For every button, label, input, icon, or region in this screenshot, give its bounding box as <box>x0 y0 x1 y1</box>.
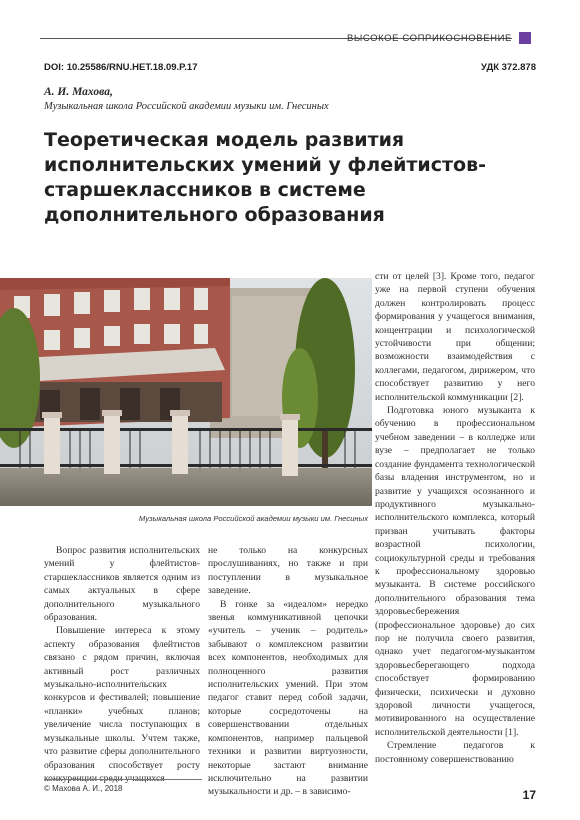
paragraph: не только на конкурсных прослушиваниях, но также и при поступлении в музыкальное заведение. <box>208 545 368 597</box>
page-number: 17 <box>522 788 536 802</box>
paragraph: Вопрос развития исполнительских умений у флейтистов-старшеклассников является одним из самых актуальных в сфере дополнительного музыкального образования. <box>44 545 200 624</box>
section-color-marker <box>519 32 531 44</box>
author-name: А. И. Махова, <box>44 86 113 98</box>
doi-label: DOI: 10.25586/RNU.HET.18.09.P.17 <box>44 62 198 73</box>
text-column-2 <box>208 544 368 799</box>
school-building-photo <box>0 278 372 506</box>
text-column-1 <box>44 544 200 785</box>
author-affiliation: Музыкальная школа Российской академии музыки им. Гнесиных <box>44 101 329 112</box>
text-column-3 <box>375 270 535 766</box>
paragraph: сти от целей [3]. Кроме того, педагог уже на первой ступени обучения должен контролировать процесс формирования у учащегося внимания, концентрации и психологической устойчивости при общении; возможности взаимодействия с коллегами, педагогом, дирижером, что способствует развитию у него исполнительской коммуникации [2]. <box>375 271 535 403</box>
paragraph: Повышение интереса к этому аспекту образования флейтистов связано с рядом причин, включая активный рост различных музыкально-исполнительских конкурсов и фестивалей; повышение «планки» учебных планов; увеличение числа поступающих в музыкальные школы. Учтем также, что развитие сферы дополнительного образования способствует росту <box>44 625 200 771</box>
paragraph: Стремление педагогов к постоянному совершенствованию <box>375 740 535 765</box>
paragraph: Подготовка юного музыканта к обучению в профессиональном учебном заведении – в колледже или вузе – предполагает не только создание фундамента технологической базы владения инструментом, но и развитие у учащихся осознанного и продуктивного музыкально-исполнительского комплекса, который призван учитывать факторы возрастной психологии, социокультурной среды и требования к профессиональному здоровью музыканта. В системе российского дополнительного образования тема здоровьесбережения (профессиональное здоровье) до сих пор не получила своего развития, однако учет педагогом-музыкантом здоровьесберегающего подхода способствует формированию физически, психически и духовно здоровой личности учащегося, мотивированного на осуществление исполнительской деятельности [1]. <box>375 405 535 738</box>
section-title: ВЫСОКОЕ СОПРИКОСНОВЕНИЕ <box>346 33 512 44</box>
photo-caption: Музыкальная школа Российской академии музыки им. Гнесиных <box>138 514 368 523</box>
article-title: Теоретическая модель развития исполнительских умений у флейтистов-старшеклассников в системе дополнительного образования <box>44 129 486 226</box>
paragraph: В гонке за «идеалом» нередко звенья коммуникативной цепочки «учитель – ученик – родитель» забывают о комплексном развитии всех компонентов, необходимых для полноценного развития исполнительских умений. При этом педагог ставит перед собой задачи, которые сосредоточены на совершенствовании отдельных компонентов, например пальцевой техники и развитии виртуозности, некоторые застают внимание исключительно на развитии музыкальности и др. – в зависимо- <box>208 598 368 798</box>
footer-rule <box>44 779 202 780</box>
udk-label: УДК 372.878 <box>481 62 536 73</box>
copyright-notice: © Махова А. И., 2018 <box>44 784 123 793</box>
